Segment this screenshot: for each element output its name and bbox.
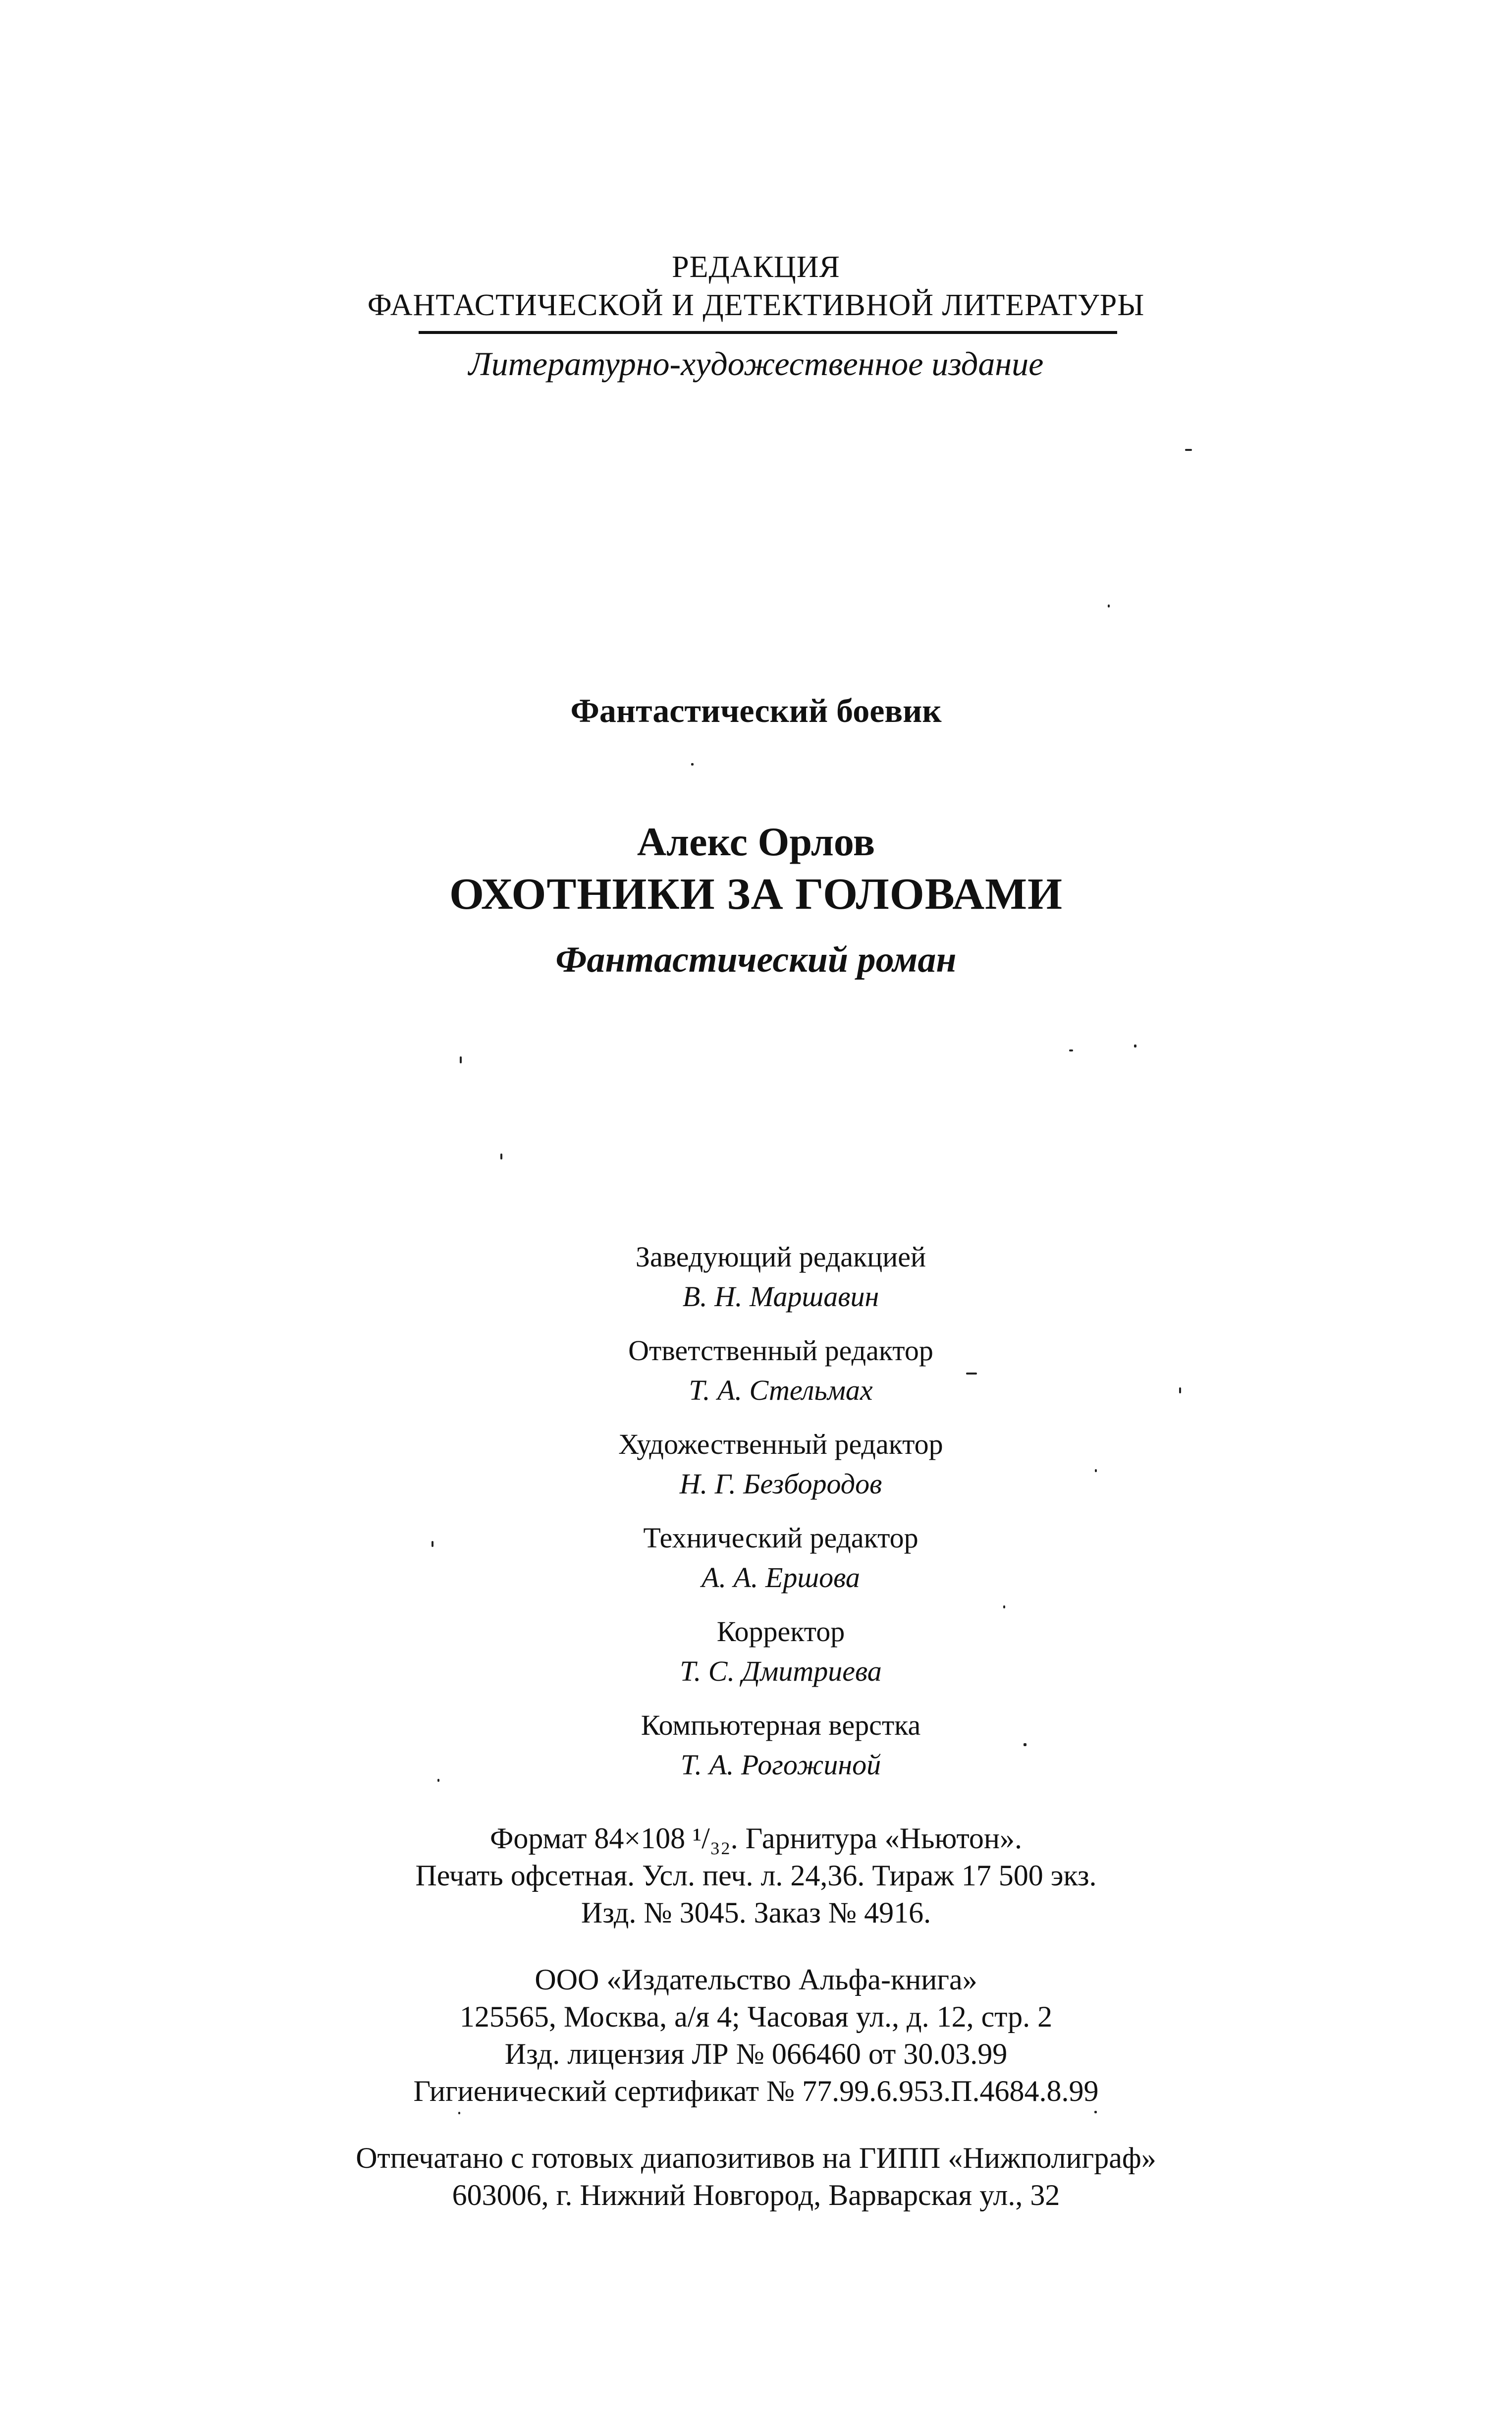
book-title: ОХОТНИКИ ЗА ГОЛОВАМИ: [449, 870, 1063, 919]
editorial-department-label: РЕДАКЦИЯ: [672, 250, 840, 284]
scan-speck: [1185, 449, 1192, 451]
credit-role: Ответственный редактор: [628, 1334, 933, 1367]
scan-speck: [437, 1779, 439, 1782]
credit-person: Н. Г. Безбородов: [679, 1468, 882, 1500]
credit-role: Заведующий редакцией: [635, 1241, 926, 1273]
scan-speck: [691, 763, 694, 766]
publisher-address: 125565, Москва, а/я 4; Часовая ул., д. 12, стр. 2: [459, 2000, 1053, 2033]
book-genre: Фантастический боевик: [570, 692, 942, 729]
scan-speck: [966, 1373, 977, 1375]
credit-person: Т. А. Стельмах: [689, 1374, 873, 1406]
print-run: Печать офсетная. Усл. печ. л. 24,36. Тираж 17 500 экз.: [415, 1859, 1097, 1892]
credit-person: В. Н. Маршавин: [682, 1280, 879, 1313]
scan-speck: [458, 2112, 460, 2114]
header-divider: [419, 331, 1117, 334]
scan-speck: [1069, 1049, 1073, 1051]
credit-person: Т. С. Дмитриева: [680, 1655, 882, 1687]
scan-speck: [1108, 605, 1110, 607]
credit-role: Корректор: [716, 1615, 845, 1648]
scan-speck: [500, 1154, 502, 1159]
credit-person: А. А. Ершова: [702, 1561, 860, 1594]
edition-type: Литературно-художественное издание: [468, 345, 1044, 383]
credit-role: Художественный редактор: [618, 1428, 943, 1460]
book-author: Алекс Орлов: [637, 819, 875, 864]
publisher-name: ООО «Издательство Альфа-книга»: [535, 1963, 977, 1996]
credit-role: Компьютерная верстка: [641, 1709, 921, 1741]
scan-speck: [1095, 1469, 1097, 1472]
book-subtitle: Фантастический роман: [555, 939, 957, 980]
printer-address: 603006, г. Нижний Новгород, Варварская ул., 32: [452, 2179, 1060, 2211]
scan-speck: [1024, 1743, 1026, 1746]
order-number: Изд. № 3045. Заказ № 4916.: [581, 1896, 931, 1929]
credit-person: Т. А. Рогожиной: [680, 1749, 881, 1781]
scan-speck: [460, 1056, 462, 1063]
print-format: Формат 84×108 ¹/₃₂. Гарнитура «Ньютон».: [489, 1822, 1023, 1855]
scan-speck: [1179, 1387, 1181, 1393]
scan-speck: [1134, 1045, 1136, 1047]
scan-speck: [1094, 2111, 1097, 2113]
hygiene-certificate: Гигиенический сертификат № 77.99.6.953.П.4684.8.99: [413, 2075, 1099, 2107]
scan-speck: [1003, 1605, 1005, 1608]
printer-line: Отпечатано с готовых диапозитивов на ГИПП «Нижполиграф»: [356, 2142, 1156, 2174]
editorial-department-name: ФАНТАСТИЧЕСКОЙ И ДЕТЕКТИВНОЙ ЛИТЕРАТУРЫ: [367, 288, 1145, 322]
publisher-license: Изд. лицензия ЛР № 066460 от 30.03.99: [504, 2038, 1008, 2070]
scan-speck: [432, 1541, 433, 1547]
credit-role: Технический редактор: [643, 1522, 918, 1554]
